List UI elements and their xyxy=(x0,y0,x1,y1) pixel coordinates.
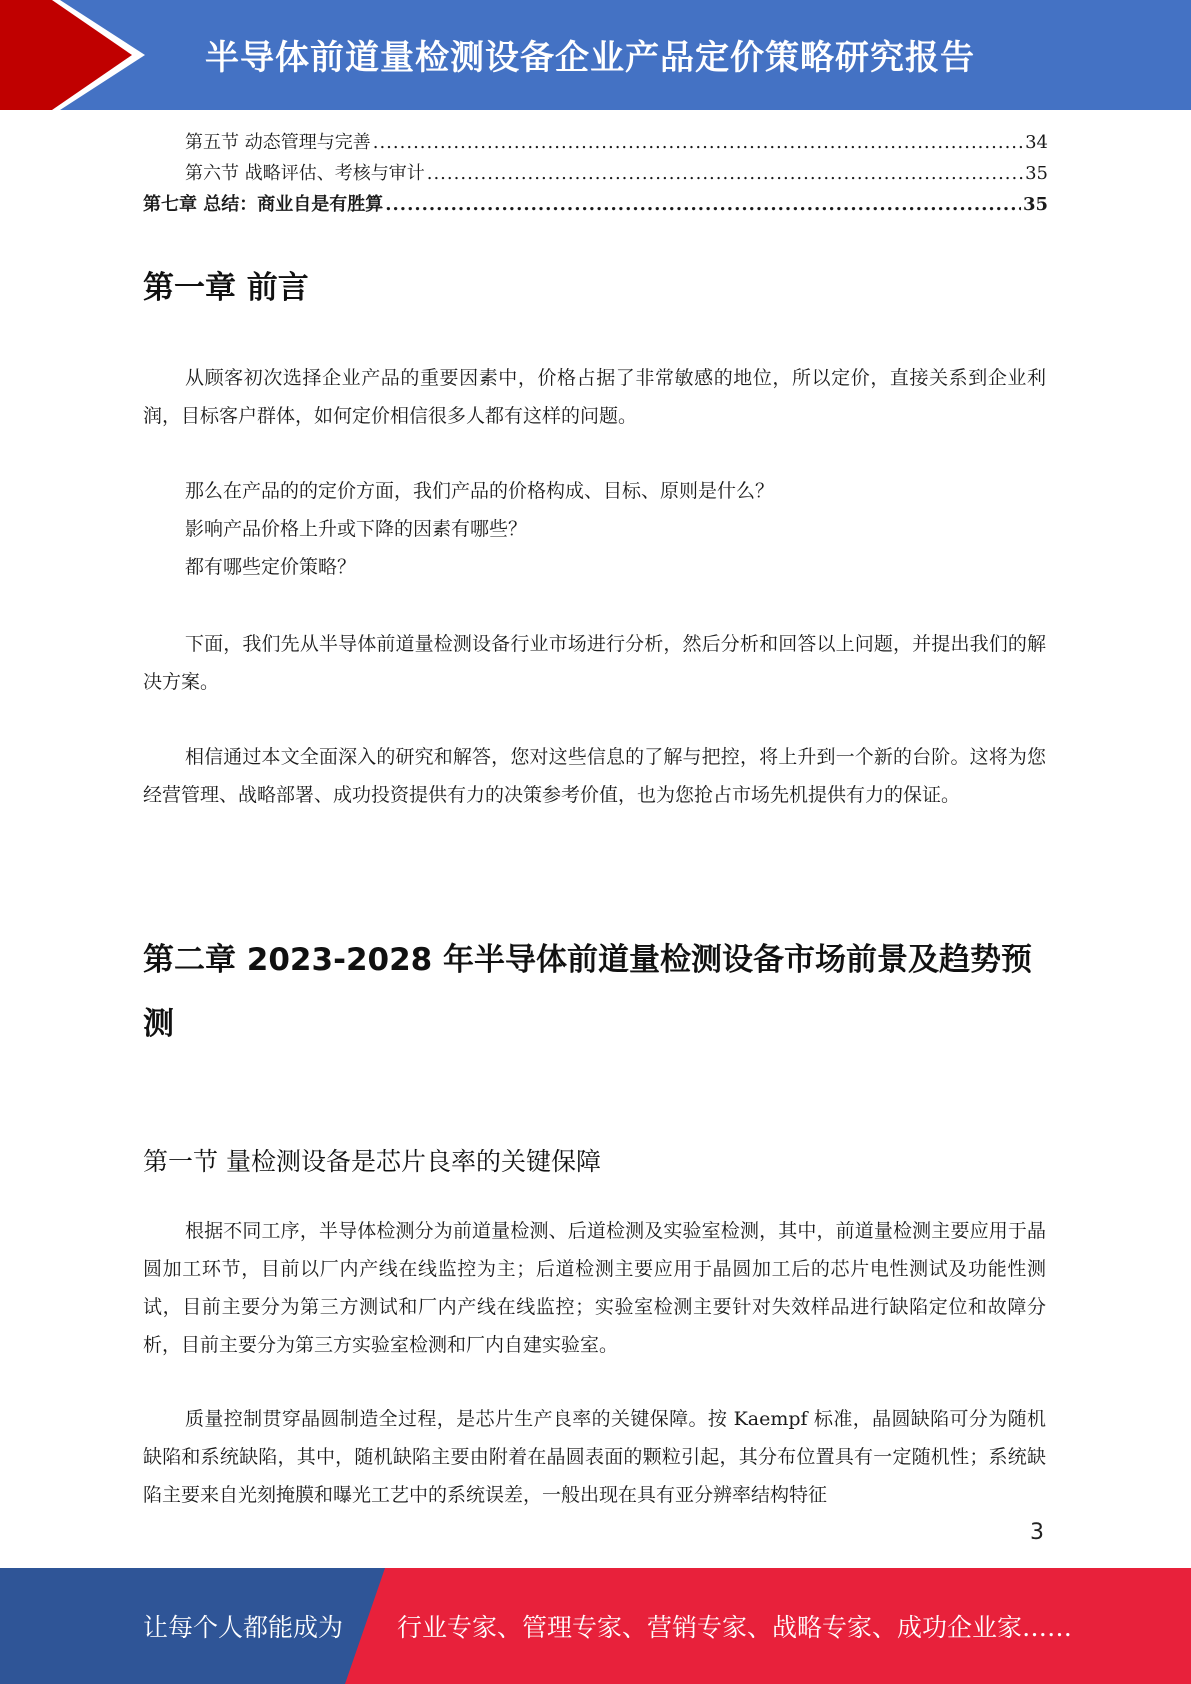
report-title: 半导体前道量检测设备企业产品定价策略研究报告 xyxy=(205,38,975,78)
toc-entry-title: 第六节 战略评估、考核与审计 xyxy=(185,163,425,184)
header-arrow-icon xyxy=(0,0,150,110)
section1-heading: 第一节 量检测设备是芯片良率的关键保障 xyxy=(143,1147,601,1176)
question-line: 影响产品价格上升或下降的因素有哪些？ xyxy=(185,518,528,540)
toc-entry[interactable] xyxy=(143,190,1048,221)
toc-leader-dots xyxy=(427,163,1023,184)
question-line: 都有哪些定价策略？ xyxy=(185,556,357,578)
chapter2-heading-line2: 测 xyxy=(143,1006,174,1042)
toc-entry[interactable] xyxy=(143,128,1048,159)
chapter1-paragraph-1: 从顾客初次选择企业产品的重要因素中，价格占据了非常敏感的地位，所以定价，直接关系到企业利润，目标客户群体，如何定价相信很多人都有这样的问题。 xyxy=(143,367,1046,427)
footer-slogan-left: 让每个人都能成为 xyxy=(143,1613,344,1642)
section1-paragraph-1: 根据不同工序，半导体检测分为前道量检测、后道检测及实验室检测，其中，前道量检测主要应用于晶圆加工环节，目前以厂内产线在线监控为主；后道检测主要应用于晶圆加工后的芯片电性测试及功能性测试，目前主要分为第三方测试和厂内产线在线监控；实验室检测主要针对失效样品进行缺陷定位和故障分析，目前主要分为第三方实验室检测和厂内自建实验室。 xyxy=(143,1220,1046,1356)
toc-entry-page: 34 xyxy=(1025,132,1048,153)
toc-leader-dots xyxy=(373,132,1023,153)
toc-leader-dots xyxy=(385,194,1021,215)
chapter2-heading-line1: 第二章 2023-2028 年半导体前道量检测设备市场前景及趋势预 xyxy=(143,942,1033,978)
toc-entry-title: 第七章 总结：商业自是有胜算 xyxy=(143,194,384,215)
section1-paragraph-2: 质量控制贯穿晶圆制造全过程，是芯片生产良率的关键保障。按 Kaempf 标准，晶圆缺陷可分为随机缺陷和系统缺陷，其中，随机缺陷主要由附着在晶圆表面的颗粒引起，其分布位置具有一定随机性；系统缺陷主要来自光刻掩膜和曝光工艺中的系统误差，一般出现在具有亚分辨率结构特征 xyxy=(143,1408,1046,1506)
toc-entry-title: 第五节 动态管理与完善 xyxy=(185,132,371,153)
chapter1-heading: 第一章 前言 xyxy=(143,270,309,306)
toc-entry-page: 35 xyxy=(1025,163,1048,184)
page-number: 3 xyxy=(1030,1520,1044,1545)
chapter1-paragraph-3: 相信通过本文全面深入的研究和解答，您对这些信息的了解与把控，将上升到一个新的台阶。这将为您经营管理、战略部署、成功投资提供有力的决策参考价值，也为您抢占市场先机提供有力的保证。 xyxy=(143,746,1046,806)
table-of-contents xyxy=(143,128,1048,221)
toc-entry-page: 35 xyxy=(1022,194,1048,215)
footer-slogan-right: 行业专家、管理专家、营销专家、战略专家、成功企业家…… xyxy=(397,1613,1073,1642)
question-line: 那么在产品的的定价方面，我们产品的价格构成、目标、原则是什么？ xyxy=(185,480,775,502)
footer-banner xyxy=(0,1568,1191,1684)
chapter1-paragraph-2: 下面，我们先从半导体前道量检测设备行业市场进行分析，然后分析和回答以上问题，并提出我们的解决方案。 xyxy=(143,633,1046,693)
header-bar xyxy=(0,0,1191,110)
toc-entry[interactable] xyxy=(143,159,1048,190)
